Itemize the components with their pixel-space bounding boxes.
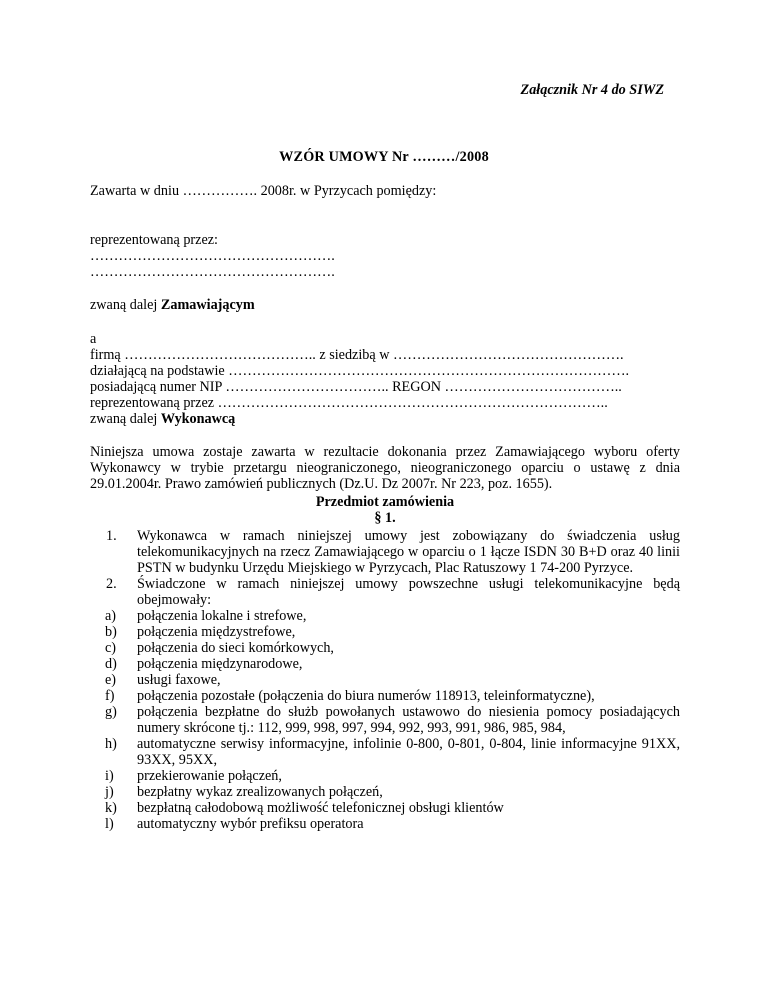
list-marker: h) [105,736,117,752]
list-marker: i) [105,768,114,784]
list-marker: f) [105,688,115,704]
list-marker: 1. [106,528,117,544]
contractor-line-basis: działającą na podstawie …………………………………………………………………………. [90,363,630,379]
contractor-line-represented: reprezentowaną przez ……………………………………………………………………….. [90,395,608,411]
list-item-text: połączenia międzystrefowe, [137,624,296,640]
list-marker: e) [105,672,117,688]
list-item-text: połączenia lokalne i strefowe, [137,608,307,624]
list-item-text: bezpłatny wykaz zrealizowanych połączeń, [137,784,383,800]
list-item [90,528,680,576]
list-item-text: automatyczne serwisy informacyjne, infolinie 0-800, 0-801, 0-804, linie informacyjne 91XX, 93XX, 95XX, [137,736,680,768]
list-item-text: Świadczone w ramach niniejszej umowy powszechne usługi telekomunikacyjne będą obejmowały: [137,576,680,608]
list-item-text: usługi faxowe, [137,672,221,688]
list-marker: b) [105,624,117,640]
list-marker: g) [105,704,117,720]
list-marker: c) [105,640,117,656]
represented-dots-1: ……………………………………………. [90,248,335,264]
list-item [90,624,680,640]
represented-dots-2: ……………………………………………. [90,264,335,280]
list-marker: k) [105,800,117,816]
contractor-name: Wykonawcą [160,411,236,427]
contractor-line-nip: posiadającą numer NIP …………………………….. REGON ……………………………….. [90,379,622,395]
list-item [90,688,680,704]
list-item-text: połączenia pozostałe (połączenia do biura numerów 118913, teleinformatyczne), [137,688,595,704]
list-item [90,800,680,816]
services-list [90,528,680,832]
section-heading: Przedmiot zamówienia [315,494,455,510]
contractor-line-firm: firmą ………………………………….. z siedzibą w …………………………………………. [90,347,624,363]
list-marker: d) [105,656,117,672]
list-marker: l) [105,816,114,832]
contractor-called-line [90,411,680,427]
list-item [90,736,680,768]
preamble-paragraph: Niniejsza umowa zostaje zawarta w rezultacie dokonania przez Zamawiającego wyboru oferty Wykonawcy w trybie przetargu nieograniczonego, nieograniczonego oparciu o ustawę z dnia 29.01.2004r. Prawo zamówień publicznych (Dz.U. Dz 2007r. Nr 223, poz. 1655). [90,444,680,492]
ordering-party-prefix: zwaną dalej [90,297,161,313]
list-item-text: bezpłatną całodobową możliwość telefonicznej obsługi klientów [137,800,504,816]
list-item [90,640,680,656]
ordering-party-name: Zamawiającym [160,297,255,313]
list-item-text: przekierowanie połączeń, [137,768,282,784]
contractor-block [90,331,680,427]
intro-line: Zawarta w dniu ……………. 2008r. w Pyrzycach pomiędzy: [90,183,437,199]
list-item-text: połączenia bezpłatne do służb powołanych ustawowo do niesienia pomocy posiadających numery skrócone tj.: 112, 999, 998, 997, 994, 992, 993, 991, 986, 985, 984, [137,704,680,736]
and-line: a [90,331,97,347]
list-item-text: Wykonawca w ramach niniejszej umowy jest zobowiązany do świadczenia usług telekomunikacyjnych na rzecz Zamawiającego w oparciu o 1 łącze ISDN 30 B+D oraz 40 linii PSTN w budynku Urzędu Miejskiego w Pyrzycach, Plac Ratuszowy 1 74-200 Pyrzyce. [137,528,680,576]
represented-label: reprezentowaną przez: [90,232,218,248]
contract-title: WZÓR UMOWY Nr ………/2008 [279,149,489,165]
ordering-party-line [90,297,680,313]
list-item [90,784,680,800]
list-item [90,704,680,736]
list-marker: 2. [106,576,117,592]
represented-block [90,232,680,280]
list-item [90,656,680,672]
annex-label: Załącznik Nr 4 do SIWZ [520,82,664,98]
list-marker: j) [105,784,114,800]
list-item-text: połączenia do sieci komórkowych, [137,640,334,656]
list-item [90,816,680,832]
section-number: § 1. [374,510,396,526]
list-item [90,576,680,608]
list-item-text: automatyczny wybór prefiksu operatora [137,816,364,832]
contractor-prefix: zwaną dalej [90,411,161,427]
list-item [90,608,680,624]
list-item [90,768,680,784]
list-item-text: połączenia międzynarodowe, [137,656,303,672]
list-marker: a) [105,608,117,624]
list-item [90,672,680,688]
